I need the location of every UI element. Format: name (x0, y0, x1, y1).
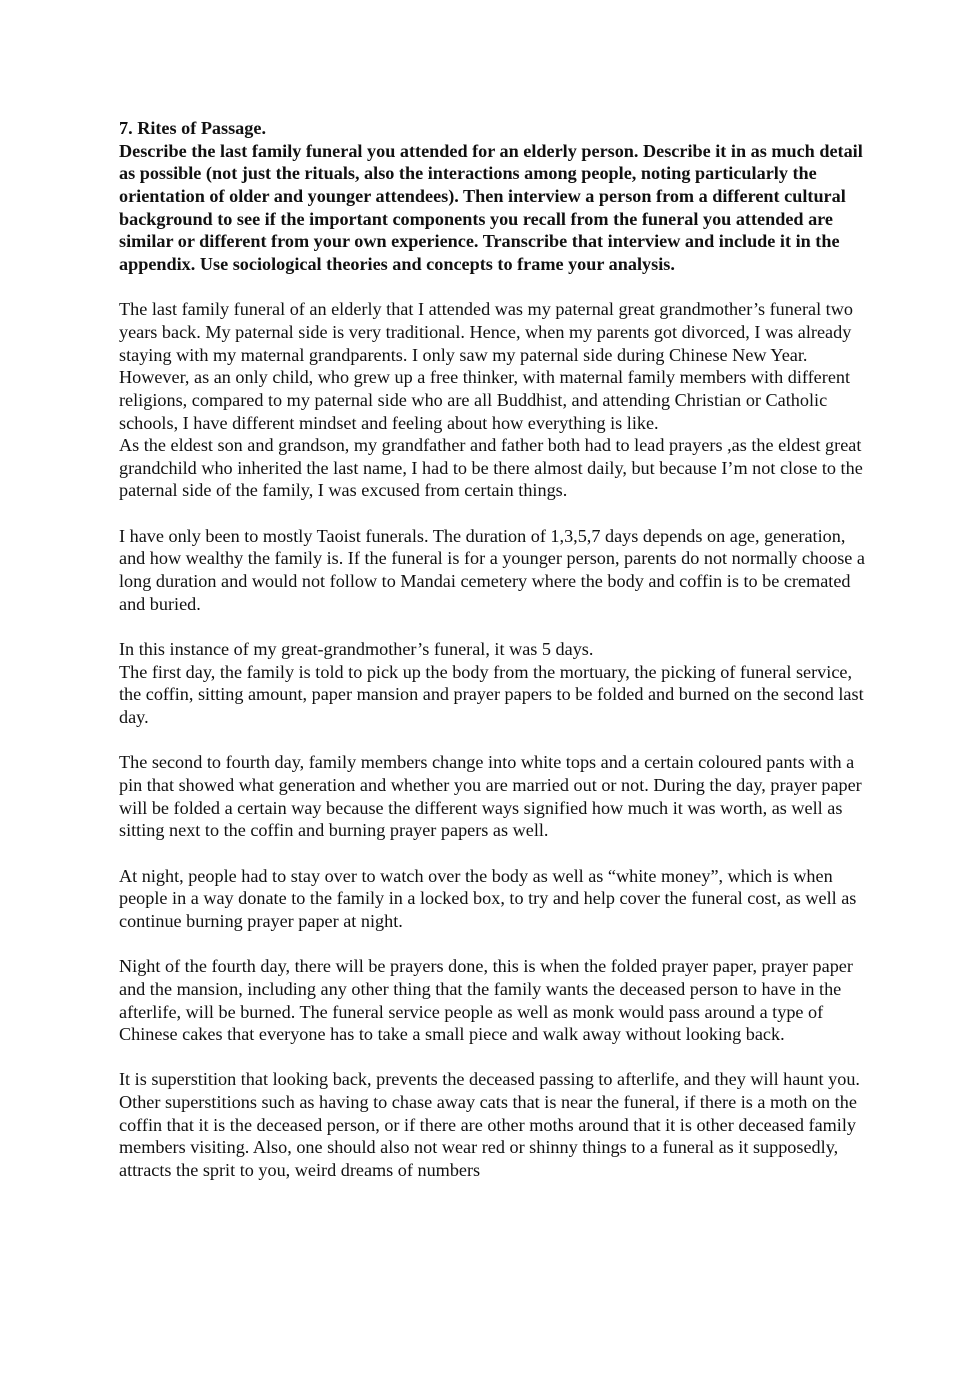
paragraph-spacer (119, 842, 865, 865)
body-paragraph: It is superstition that looking back, prevents the deceased passing to afterlife, and they will haunt you. Other superstitions such as having to chase away cats that is near the funeral, if there is a moth on the coffin that it is the deceased person, or if there are other moths around that it is other deceased family members visiting. Also, one should also not wear red or shinny things to a funeral as it supposedly, attracts the sprit to you, weird dreams of numbers (119, 1069, 860, 1181)
body-paragraph: At night, people had to stay over to watch over the body as well as “white money”, which is when people in a way donate to the family in a locked box, to try and help cover the funeral cost, as well as continue burning prayer paper at night. (119, 865, 857, 931)
body-paragraph: Night of the fourth day, there will be prayers done, this is when the folded prayer paper, prayer paper and the mansion, including any other thing that the family wants the deceased person to have in the afterlife, will be burned. The funeral service people as well as monk would pass around a type of Chinese cakes that everyone has to take a small piece and walk away without looking back. (119, 956, 853, 1045)
paragraph-spacer (119, 729, 865, 752)
paragraph-spacer (119, 276, 865, 299)
body-paragraph: The second to fourth day, family members change into white tops and a certain coloured pants with a pin that showed what generation and whether you are married out or not. During the day, prayer paper will be folded a certain way because the different ways signified how much it was worth, as well as sitting next to the coffin and burning prayer papers as well. (119, 752, 862, 841)
assignment-prompt: Describe the last family funeral you attended for an elderly person. Describe it in as much detail as possible (not just the rituals, also the interactions among people, noting particularly the orientation of older and younger attendees). Then interview a person from a different cultural background to see if the important components you recall from the funeral you attended are similar or different from your own experience. Transcribe that interview and include it in the appendix. Use sociological theories and concepts to frame your analysis. (119, 140, 863, 274)
paragraph-spacer (119, 615, 865, 638)
body-paragraph: In this instance of my great-grandmother’s funeral, it was 5 days. (119, 639, 594, 660)
paragraph-spacer (119, 502, 865, 525)
body-paragraph: I have only been to mostly Taoist funerals. The duration of 1,3,5,7 days depends on age, generation, and how wealthy the family is. If the funeral is for a younger person, parents do not normally choose a long duration and would not follow to Mandai cemetery where the body and coffin is to be cremated and buried. (119, 525, 865, 614)
paragraph-spacer (119, 933, 865, 956)
paragraph-spacer (119, 1046, 865, 1069)
body-paragraph: As the eldest son and grandson, my grandfather and father both had to lead prayers ,as the eldest great grandchild who inherited the last name, I had to be there almost daily, but because I’m not close to the paternal side of the family, I was excused from certain things. (119, 435, 863, 501)
body-paragraph: The last family funeral of an elderly that I attended was my paternal great grandmother’s funeral two years back. My paternal side is very traditional. Hence, when my parents got divorced, I was already staying with my maternal grandparents. I only saw my paternal side during Chinese New Year. However, as an only child, who grew up a free thinker, with maternal family members with different religions, compared to my paternal side who are all Buddhist, and attending Christian or Catholic schools, I have different mindset and feeling about how everything is like. (119, 299, 853, 433)
section-title: 7. Rites of Passage. (119, 118, 266, 138)
body-paragraph: The first day, the family is told to pick up the body from the mortuary, the picking of funeral service, the coffin, sitting amount, paper mansion and prayer papers to be folded and burned on the second last day. (119, 661, 864, 728)
document-page (119, 117, 865, 1182)
